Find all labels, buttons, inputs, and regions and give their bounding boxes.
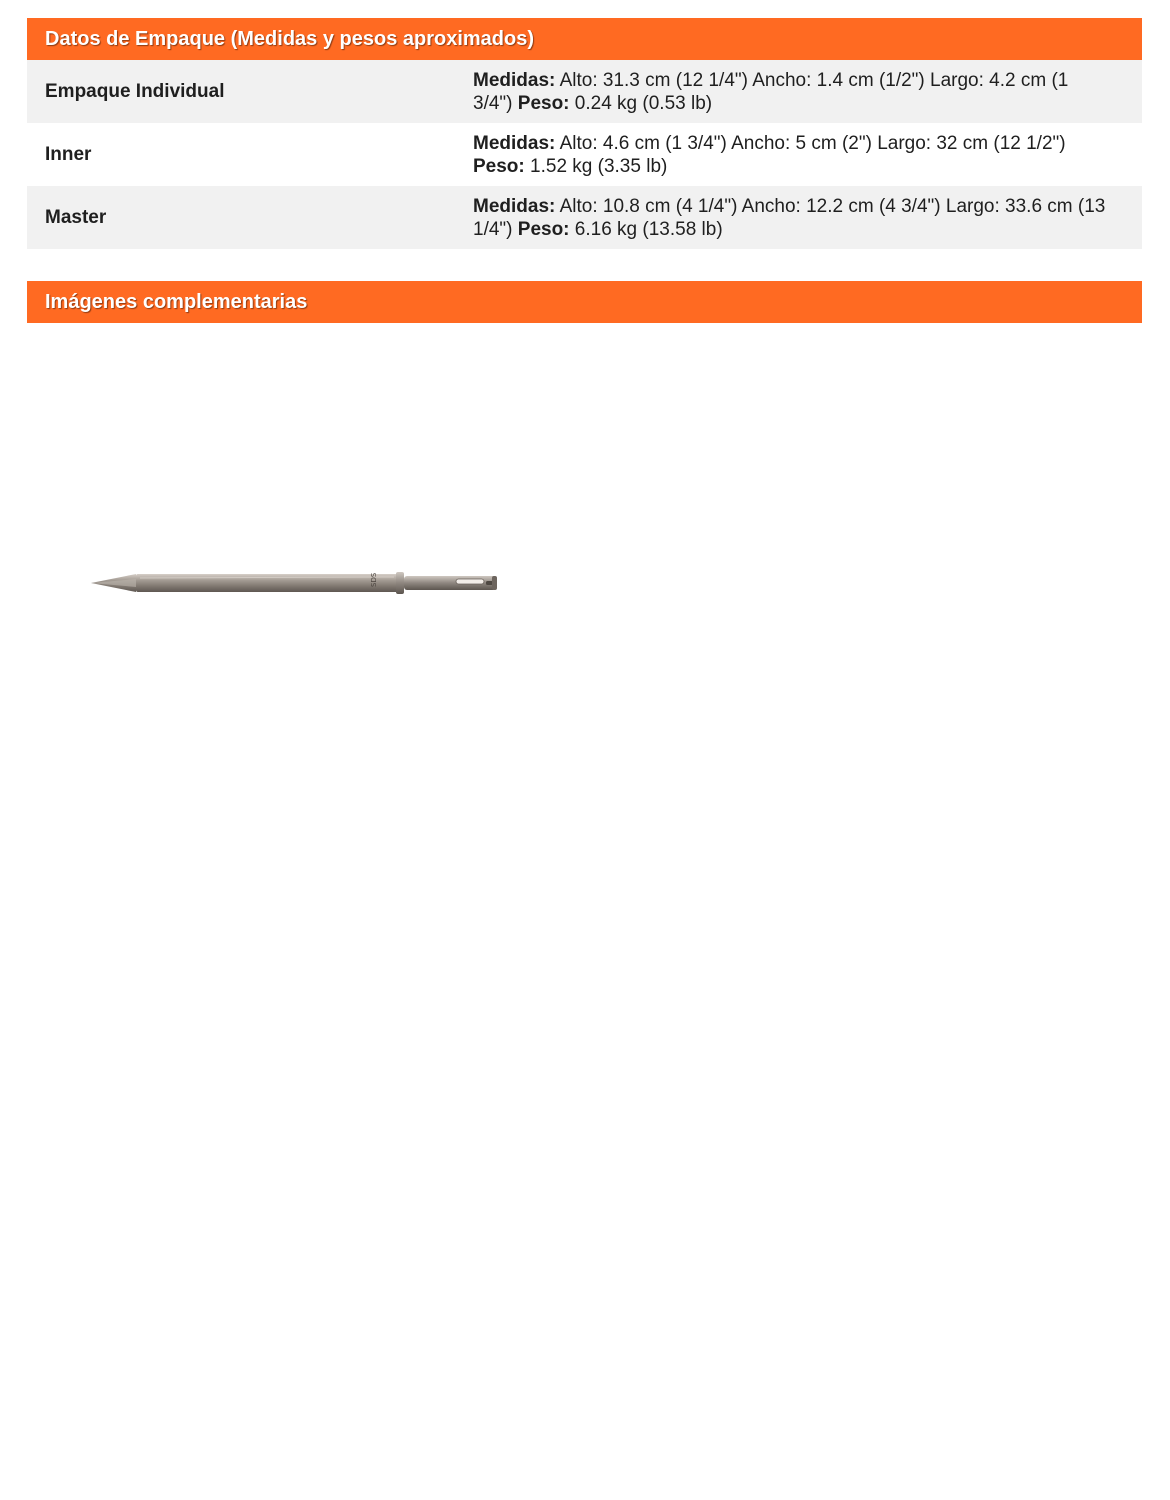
dimensions-value: Alto: 31.3 cm (12 1/4") Ancho: 1.4 cm (1/2") Largo: 4.2 cm (1 3/4") [473, 69, 1069, 114]
row-detail [473, 195, 1113, 241]
images-section-title: Imágenes complementarias [45, 291, 308, 313]
weight-value: 0.24 kg (0.53 lb) [574, 92, 713, 114]
weight-label: Peso: [517, 92, 570, 114]
dimensions-value: Alto: 4.6 cm (1 3/4") Ancho: 5 cm (2") Largo: 32 cm (12 1/2") [559, 132, 1066, 154]
row-label: Empaque Individual [45, 80, 225, 102]
measures-label: Medidas: [473, 132, 556, 154]
weight-value: 1.52 kg (3.35 lb) [530, 155, 668, 177]
product-image [88, 565, 508, 601]
images-section-header [27, 281, 1142, 323]
measures-label: Medidas: [473, 195, 556, 217]
row-detail [473, 132, 1113, 178]
table-row [27, 186, 1142, 249]
packaging-table [27, 60, 1142, 249]
weight-label: Peso: [473, 155, 525, 177]
row-detail [473, 69, 1113, 115]
table-row [27, 123, 1142, 186]
svg-text:SDS: SDS [370, 572, 378, 587]
pointed-chisel-icon [88, 565, 508, 601]
row-label: Master [45, 206, 107, 228]
row-label: Inner [45, 143, 92, 165]
measures-label: Medidas: [473, 69, 556, 91]
table-row [27, 60, 1142, 123]
packaging-section-header [27, 18, 1142, 60]
dimensions-value: Alto: 10.8 cm (4 1/4") Ancho: 12.2 cm (4 3/4") Largo: 33.6 cm (13 1/4") [473, 195, 1106, 240]
packaging-section-title: Datos de Empaque (Medidas y pesos aproximados) [45, 28, 535, 50]
weight-value: 6.16 kg (13.58 lb) [574, 218, 723, 240]
weight-label: Peso: [517, 218, 570, 240]
